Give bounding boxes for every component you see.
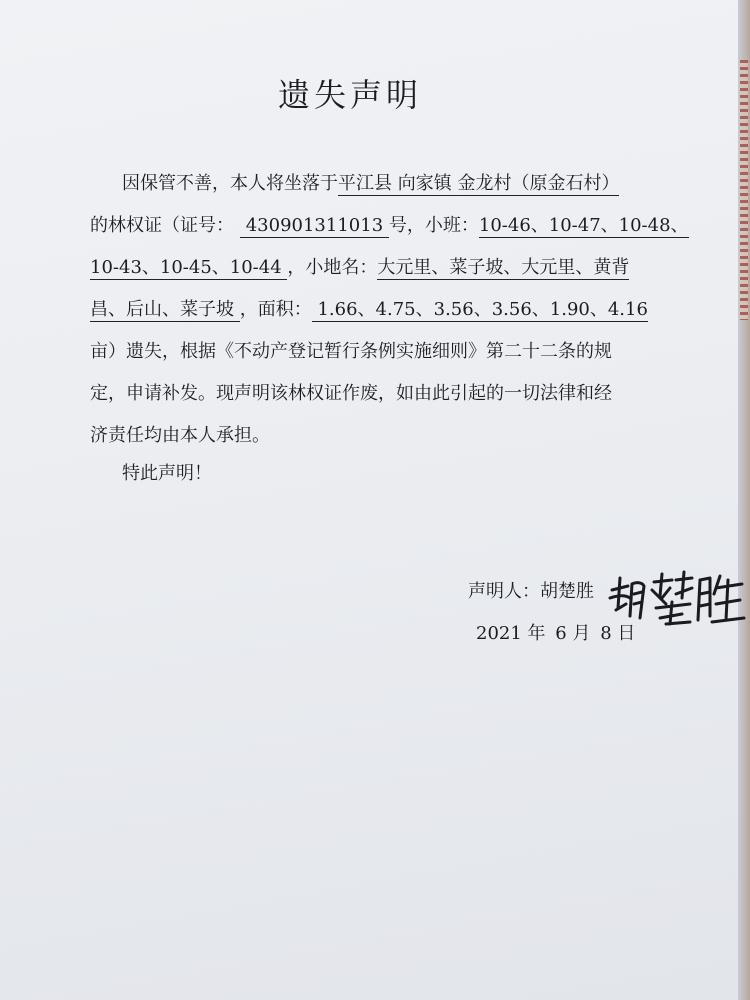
document-title: 遗失声明 [277, 76, 422, 114]
date-day: 8 [600, 623, 612, 644]
page-edge [738, 0, 750, 1000]
line2-text: 的林权证（证号： [90, 215, 234, 236]
edge-pattern [740, 60, 748, 320]
place-name-field-b: 昌、后山、菜子坡 [90, 299, 240, 320]
sub-compartment-field-b: 10-43、10-45、10-44 [90, 257, 288, 278]
date-day-unit: 日 [617, 623, 636, 644]
body-line-6: 定，申请补发。现声明该林权证作废，如由此引起的一切法律和经 [90, 383, 612, 404]
date-year-unit: 年 [527, 623, 546, 644]
handwritten-signature [606, 568, 746, 628]
area-field: 1.66、4.75、3.56、3.56、1.90、4.16 [311, 299, 648, 320]
line3-mid: ，小地名： [287, 257, 378, 278]
closing-statement: 特此声明！ [122, 463, 212, 484]
body-line-2 [90, 214, 689, 238]
date-month-unit: 月 [572, 623, 591, 644]
body-line-4 [90, 298, 648, 322]
date-month: 6 [555, 623, 567, 644]
declaration-date [476, 622, 635, 646]
body-line-1 [122, 172, 619, 196]
body-line-7: 济责任均由本人承担。 [90, 425, 270, 446]
certificate-number-field: 430901311013 [240, 215, 389, 236]
body-line-3 [90, 256, 629, 280]
line4-mid: ，面积： [239, 299, 312, 320]
date-year: 2021 [476, 623, 522, 644]
place-name-field-a: 大元里、菜子坡、大元里、黄背 [377, 257, 630, 278]
sub-compartment-field-a: 10-46、10-47、10-48、 [478, 215, 689, 236]
declarant-label: 声明人：胡楚胜 [468, 581, 594, 602]
location-field: 平江县 向家镇 金龙村（原金石村） [338, 173, 620, 194]
line1-text: 因保管不善，本人将坐落于 [122, 173, 338, 194]
body-line-5: 亩）遗失，根据《不动产登记暂行条例实施细则》第二十二条的规 [90, 341, 612, 362]
line2-mid: 号，小班： [388, 215, 479, 236]
